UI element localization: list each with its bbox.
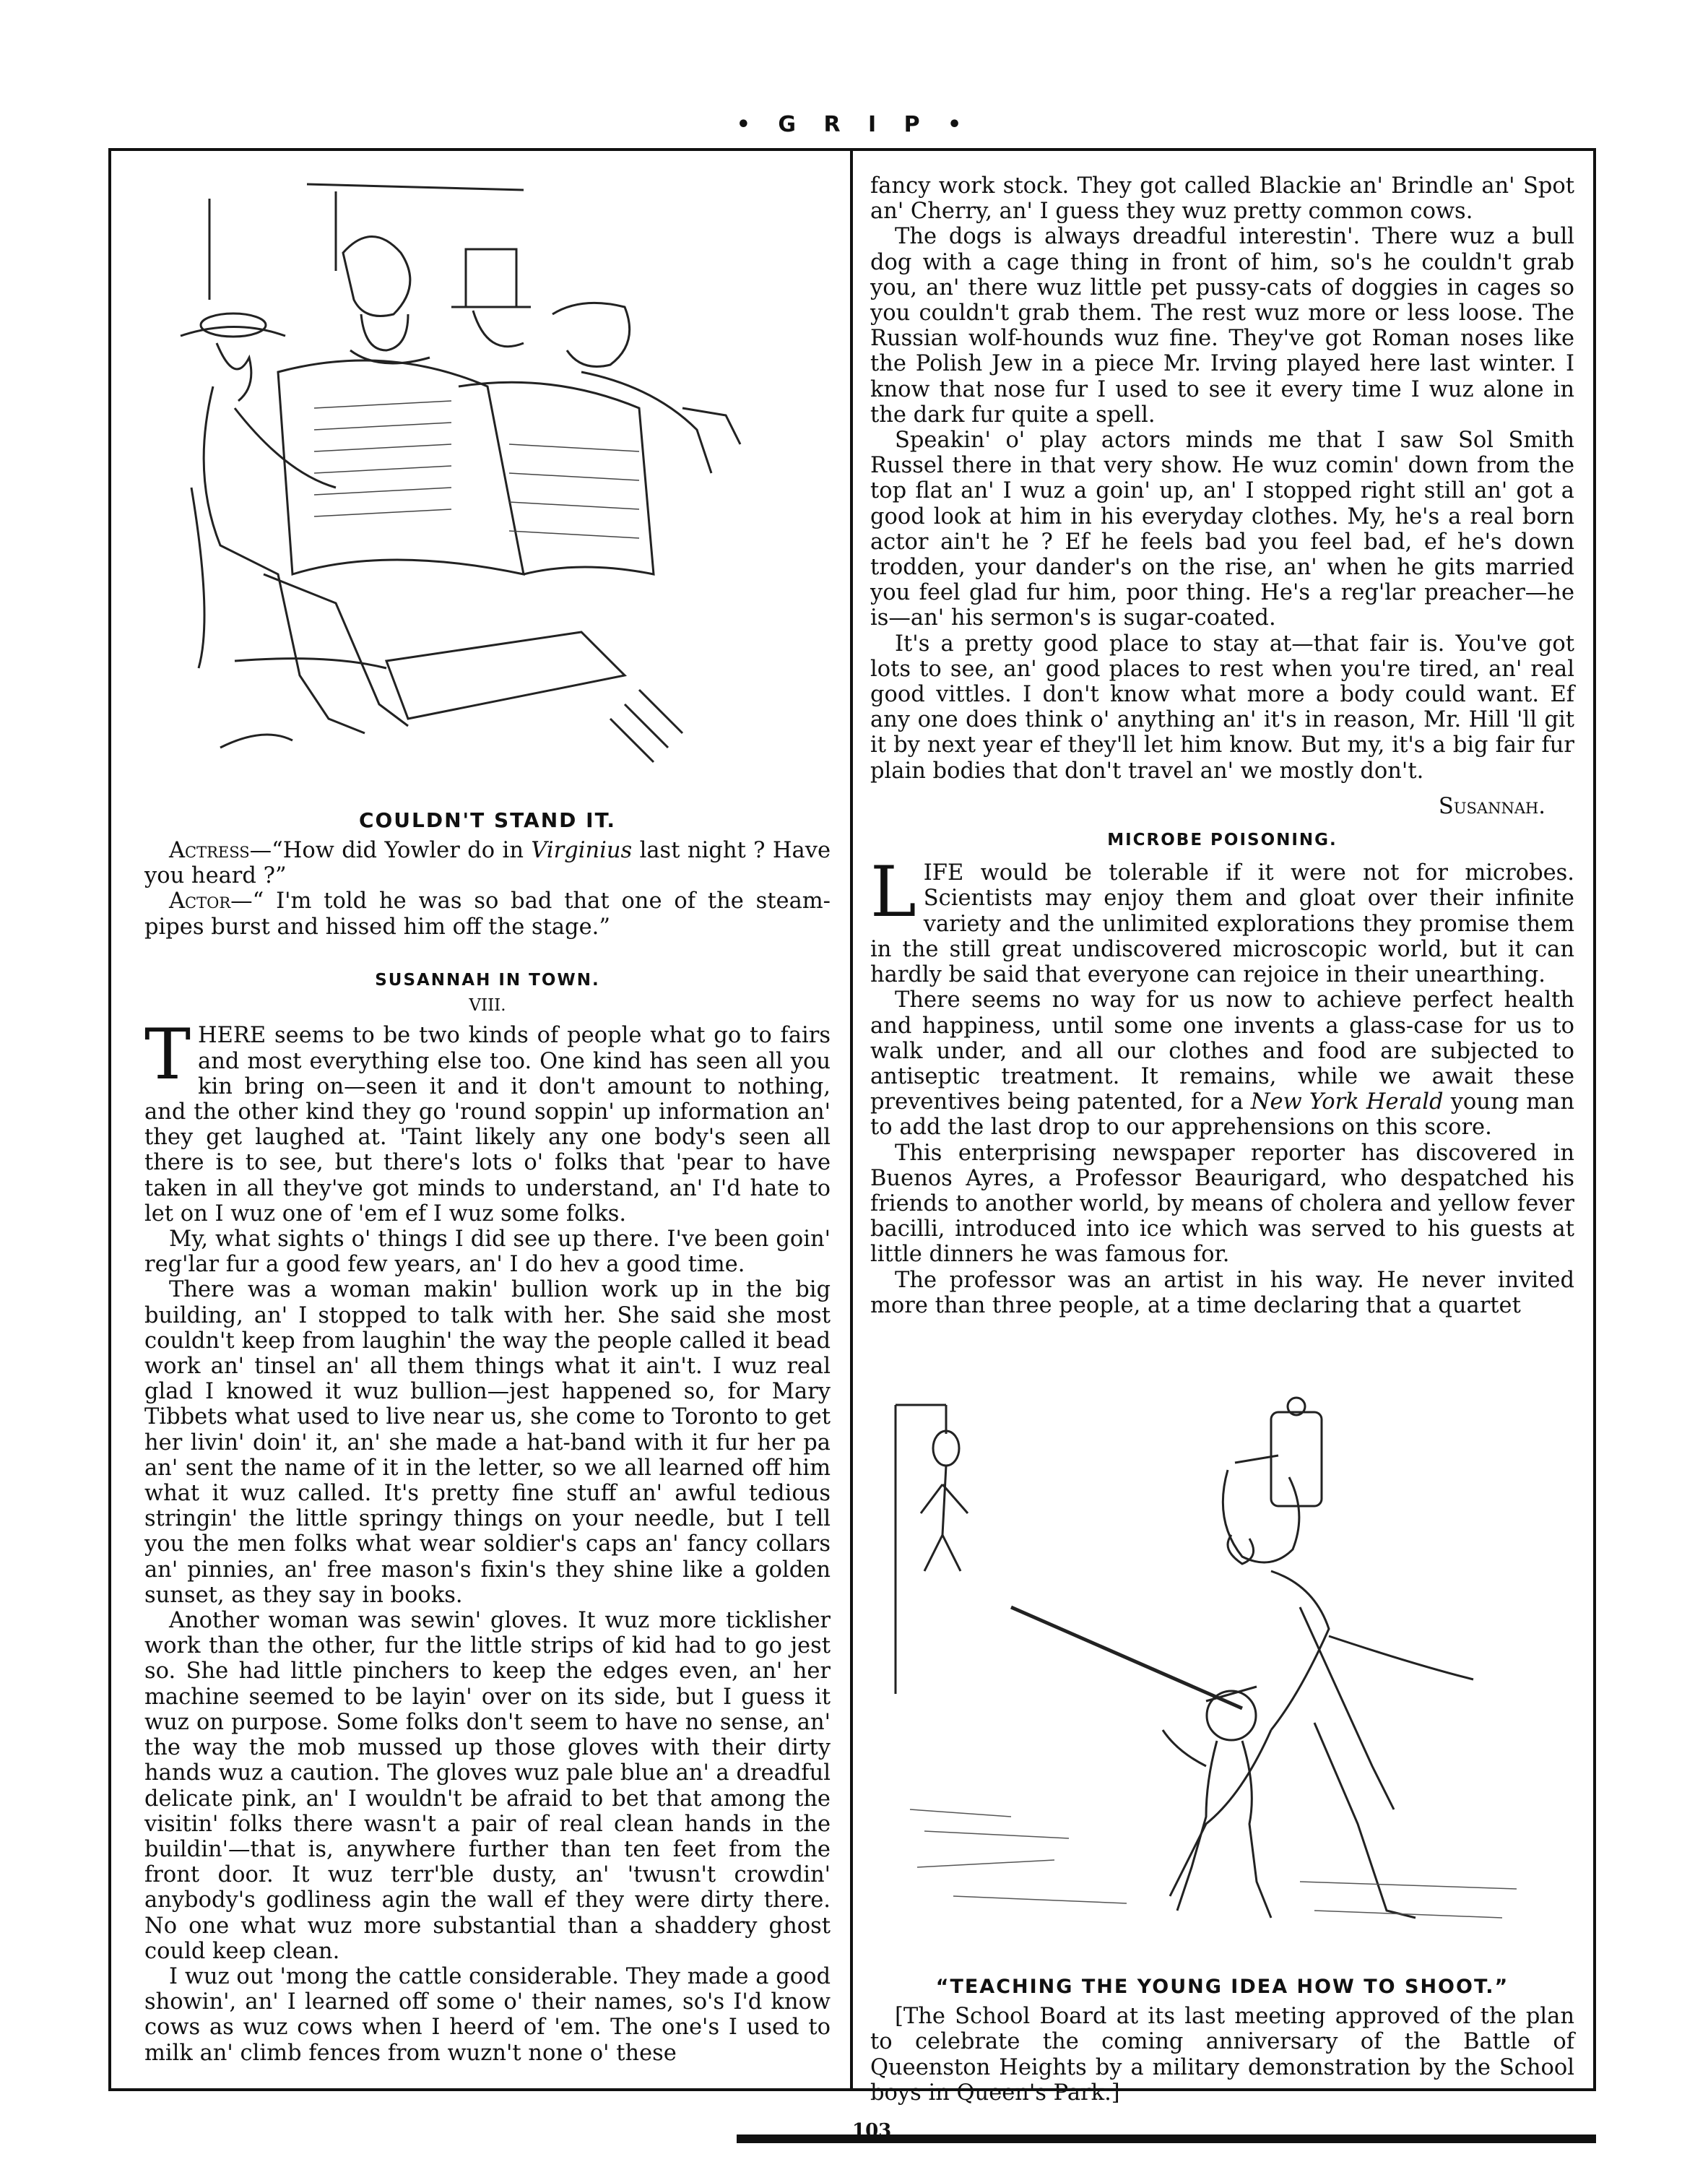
page-number: 103 — [852, 2120, 892, 2142]
susannah-title: SUSANNAH IN TOWN. — [375, 971, 600, 990]
newspaper-name: New York Herald — [1250, 1089, 1444, 1115]
cartoon2-block — [870, 1974, 1574, 2106]
susannah-paragraph: The dogs is always dreadful interestin'. There wuz a bull dog with a cage thing in front of him, so's he couldn't grab you, an' there wuz little pet pussy-cats of doggies in cages so you couldn't grab them. The rest wuz more or less loose. The Russian wolf-hounds wuz fine. They've got Roman noses like the Polish Jew in a piece Mr. Irving played here last winter. I know that nose fur I used to see it every time I wuz alone in the dark fur quite a spell. — [870, 224, 1574, 428]
actor-line: —“ I'm told he was so bad that one of the steam-pipes burst and hissed him off the stage.” — [144, 888, 831, 940]
susannah-signature: Susannah. — [1438, 793, 1546, 819]
cartoon1-caption: COULDN'T STAND IT. — [358, 808, 617, 832]
susannah-paragraph: Another woman was sewin' gloves. It wuz more ticklisher work than the other, fur the little strips of kid had to go jest so. She had little pinchers to keep the edges even, an' her machine seemed to be layin' over on its side, but I guess it wuz on purpose. Some folks don't seem to have no sense, an' the way the mob mussed up those gloves with their dirty hands wuz a caution. The gloves wuz pale blue an' a dreadful delicate pink, an' I wouldn't be afraid to bet that among the visitin' folks there wasn't a pair of real clean hands in the buildin'—that is, anywhere further than ten feet from the front door. It wuz terr'ble dusty, an' 'twusn't crowdin' anybody's godliness agin the wall ef they were dirty there. No one what wuz more substantial than a shaddery ghost could keep clean. — [144, 1608, 831, 1964]
microbe-text: There seems no way for us now to achieve perfect health and happiness, until some one invents a glass-case for us to walk under, and all our clothes and food are subjected to antiseptic treatment. It remains, while we await these preventives being patented, for a — [870, 987, 1574, 1115]
susannah-paragraph: fancy work stock. They got called Blackie an' Brindle an' Spot an' Cherry, an' I guess they wuz pretty common cows. — [870, 173, 1574, 225]
microbe-paragraph: IFE would be tolerable if it were not for microbes. Scientists may enjoy them and gloat over their infinite variety and the unlimited explorations they promise them in the still great undiscovered microscopic world, but it can hardly be said that everyone can rejoice in their unearthing. — [870, 860, 1574, 988]
masthead: • G R I P • — [736, 112, 972, 137]
actress-label: Actress — [169, 838, 250, 863]
microbe-text: young man to add the last drop to our apprehensions on this score. — [870, 1089, 1574, 1141]
susannah-article — [144, 968, 831, 2066]
microbe-paragraph: The professor was an artist in his way. He never invited more than three people, at a time declaring that a quartet — [870, 1267, 1574, 1318]
actor-label: Actor — [169, 888, 231, 914]
microbe-title: MICROBE POISONING. — [1107, 831, 1338, 850]
susannah-paragraph: It's a pretty good place to stay at—that fair is. You've got lots to see, an' good places to rest when you're tired, an' real good vittles. I don't know what more a body could want. Ef any one does think o' anything an' it's in reason, Mr. Hill 'll git it by next year ef they'll let him know. But my, it's a big fair fur plain bodies that don't travel an' we mostly don't. — [870, 631, 1574, 784]
cartoon2-note: [The School Board at its last meeting approved of the plan to celebrate the coming anniversary of the Battle of Queenston Heights by a military demonstration by the School boys in Queen's Park.] — [870, 2004, 1574, 2106]
column-divider — [850, 148, 853, 2091]
microbe-dropcap: L — [870, 852, 916, 933]
actress-line: —“How did Yowler do in — [249, 838, 532, 863]
susannah-dropcap: T — [144, 1014, 191, 1096]
actress-line-end: last night ? Have you heard ?” — [144, 838, 831, 889]
cartoon1-dialogue — [144, 838, 831, 940]
shooting-cartoon — [867, 1390, 1574, 1954]
microbe-paragraph — [870, 987, 1574, 1140]
susannah-paragraph: I wuz out 'mong the cattle considerable. They made a good showin', an' I learned off some o' their names, so's I'd know cows as wuz cows when I heerd of 'em. The one's I used to milk an' climb fences from wuzn't none o' these — [144, 1963, 831, 2066]
susannah-paragraph: Speakin' o' play actors minds me that I saw Sol Smith Russel there in that very show. He wuz comin' down from the top flat an' I wuz a goin' up, an' I stopped right still an' got a good look at him in his everyday clothes. My, he's a real born actor ain't he ? Ef he feels bad you feel bad, ef he's down trodden, your dander's on the rise, an' when he gits married you feel glad fur him, poor thing. He's a reg'lar preacher—he is—an' his sermon's is sugar-coated. — [870, 428, 1574, 631]
theatre-cartoon — [148, 170, 834, 805]
susannah-paragraph: HERE seems to be two kinds of people what go to fairs and most everything else too. One kind has seen all you kin bring on—seen it and it don't amount to nothing, and the other kind they go 'round soppin' up information an' they get laughed at. 'Taint likely any one body's seen all there is to see, but there's lots o' folks that 'pear to have taken in all they've got minds to understand, an' I'd hate to let on I wuz one of 'em ef I wuz some folks. — [144, 1023, 831, 1227]
right-column — [870, 173, 1574, 1318]
susannah-paragraph: There was a woman makin' bullion work up in the big building, an' I stopped to talk with her. She said she most couldn't keep from laughin' the way the people called it bead work an' tinsel an' all them things what it ain't. I wuz real glad I knowed it wuz bullion—jest happened so, for Mary Tibbets what used to live near us, she come to Toronto to get her livin' doin' it, an' she made a hat-band with it fur her pa an' sent the name of it in the letter, so we all learned off him what it wuz called. It's pretty fine stuff an' awful tedious stringin' the little springy things on your needle, but I tell you the men folks what wear soldier's caps an' fancy collars an' pinnies, an' free mason's fixin's they shine like a golden sunset, as they say in books. — [144, 1277, 831, 1608]
microbe-paragraph: This enterprising newspaper reporter has discovered in Buenos Ayres, a Professor Beaurigard, who despatched his friends to another world, by means of cholera and yellow fever bacilli, introduced into ice which was served to his guests at little dinners he was famous for. — [870, 1140, 1574, 1268]
play-title: Virginius — [531, 838, 633, 863]
cartoon2-caption: “TEACHING THE YOUNG IDEA HOW TO SHOOT.” — [935, 1976, 1509, 1998]
susannah-paragraph: My, what sights o' things I did see up there. I've been goin' reg'lar fur a good few years, an' I do hev a good time. — [144, 1227, 831, 1278]
susannah-number: VIII. — [469, 996, 506, 1016]
